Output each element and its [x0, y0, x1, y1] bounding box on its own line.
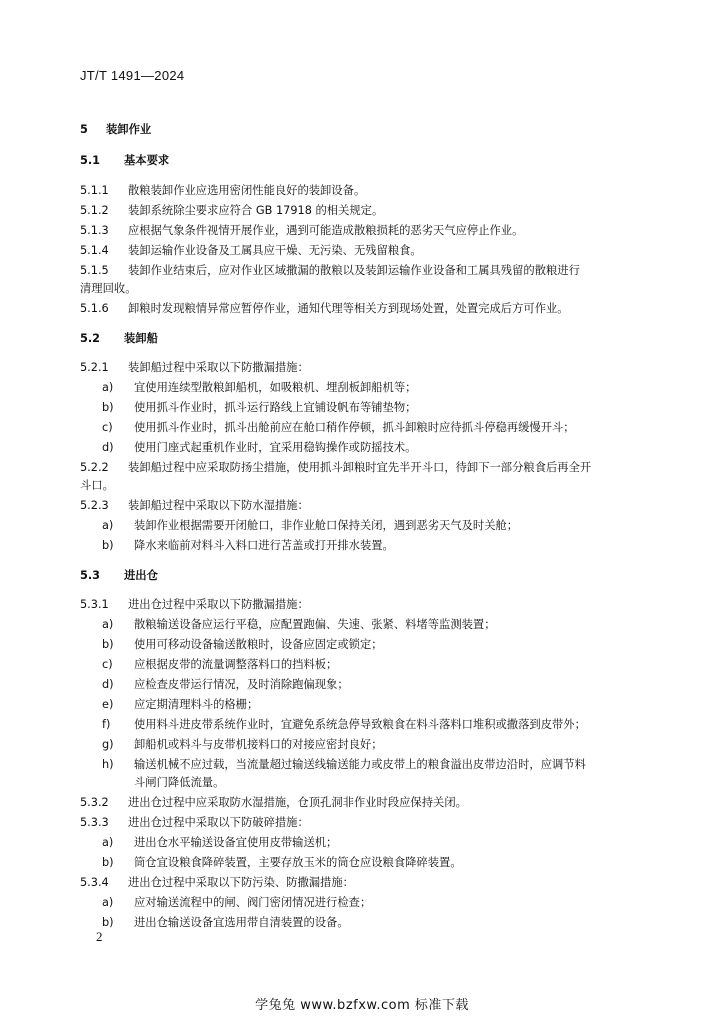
clause-text: 进出仓过程中应采取防水湿措施，仓顶孔洞非作业时段应保持关闭。 — [128, 796, 467, 809]
list-item-text: 输送机械不应过载，当流量超过输送线输送能力或皮带上的粮食溢出皮带边沿时，应调节料 — [134, 758, 586, 771]
list-item-label: b) — [102, 401, 114, 414]
clause-5-2-2 — [80, 459, 654, 477]
clause-text: 装卸运输作业设备及工属具应干燥、无污染、无残留粮食。 — [128, 244, 422, 257]
clause-number: 5.3.3 — [80, 816, 109, 829]
list-item-label: c) — [102, 658, 113, 671]
list-item-label: d) — [102, 678, 114, 691]
list-item-label: a) — [102, 519, 114, 532]
clause-text: 应根据气象条件视情开展作业，遇到可能造成散粮损耗的恶劣天气应停止作业。 — [128, 224, 524, 237]
clause-number: 5.3.2 — [80, 796, 109, 809]
clause-text: 装卸作业结束后，应对作业区域撒漏的散粮以及装卸运输作业设备和工属具残留的散粮进行 — [128, 264, 580, 277]
document-code: JT/T 1491—2024 — [80, 68, 185, 83]
clause-number: 5.3.4 — [80, 876, 109, 889]
list-item-continuation: 斗闸门降低流量。 — [134, 776, 225, 789]
section-title: 进出仓 — [124, 569, 158, 582]
list-item-text: 应对输送流程中的闸、阀门密闭情况进行检查； — [134, 896, 372, 909]
clause-number: 5.1.2 — [80, 204, 109, 217]
clause-5-1-6 — [80, 300, 654, 318]
section-5-2-heading — [80, 330, 654, 348]
list-item-label: a) — [102, 381, 114, 394]
clause-text: 装卸船过程中采取以下防水湿措施： — [128, 499, 309, 512]
clause-5-2-2-continuation: 斗口。 — [80, 479, 114, 492]
clause-5-2-3 — [80, 497, 654, 515]
clause-5-2-1 — [80, 359, 654, 377]
list-item-text: 应检查皮带运行情况，及时消除跑偏现象； — [134, 678, 349, 691]
list-item-text: 装卸作业根据需要开闭舱口，非作业舱口保持关闭，遇到恶劣天气及时关舱； — [134, 519, 519, 532]
section-number: 5.3 — [80, 569, 101, 582]
list-item-label: b) — [102, 916, 114, 929]
list-item-text: 应定期清理料斗的格栅； — [134, 698, 259, 711]
clause-number: 5.1.6 — [80, 302, 109, 315]
section-5-heading — [80, 121, 654, 139]
section-title: 基本要求 — [124, 154, 170, 167]
clause-text: 装卸船过程中采取以下防撒漏措施： — [128, 361, 309, 374]
clause-number: 5.2.2 — [80, 461, 109, 474]
clause-text: 进出仓过程中采取以下防撒漏措施： — [128, 598, 309, 611]
clause-number: 5.1.4 — [80, 244, 109, 257]
list-item-text: 使用可移动设备输送散粮时，设备应固定或锁定； — [134, 638, 383, 651]
list-item-label: a) — [102, 836, 114, 849]
clause-5-1-5-continuation: 清理回收。 — [80, 282, 137, 295]
list-item-label: e) — [102, 698, 114, 711]
list-item-label: c) — [102, 421, 113, 434]
clause-5-1-4 — [80, 242, 654, 260]
list-item-label: b) — [102, 856, 114, 869]
clause-number: 5.2.1 — [80, 361, 109, 374]
clause-text: 进出仓过程中采取以下防破碎措施： — [128, 816, 309, 829]
list-item-text: 应根据皮带的流量调整落料口的挡料板； — [134, 658, 338, 671]
clause-5-3-2 — [80, 794, 654, 812]
section-number: 5.2 — [80, 332, 101, 345]
page-number: 2 — [96, 929, 103, 944]
list-item-label: d) — [102, 441, 114, 454]
section-number: 5 — [80, 123, 88, 136]
clause-text: 卸粮时发现粮情异常应暂停作业，通知代理等相关方到现场处置，处置完成后方可作业。 — [128, 302, 569, 315]
clause-number: 5.1.1 — [80, 184, 109, 197]
clause-number: 5.3.1 — [80, 598, 109, 611]
list-item-label: a) — [102, 896, 114, 909]
clause-5-3-1 — [80, 596, 654, 614]
section-5-1-heading — [80, 152, 654, 170]
list-item-text: 降水来临前对料斗入料口进行苫盖或打开排水装置。 — [134, 539, 394, 552]
list-item-text: 使用抓斗作业时，抓斗运行路线上宜铺设帆布等铺垫物； — [134, 401, 417, 414]
list-item-text: 卸船机或料斗与皮带机接料口的对接应密封良好； — [134, 738, 383, 751]
clause-5-1-2 — [80, 202, 654, 220]
clause-text: 进出仓过程中采取以下防污染、防撒漏措施： — [128, 876, 354, 889]
list-item-text: 使用抓斗作业时，抓斗出舱前应在舱口稍作停顿，抓斗卸粮时应待抓斗停稳再缓慢开斗； — [134, 421, 575, 434]
clause-text: 装卸船过程中应采取防扬尘措施，使用抓斗卸粮时宜先半开斗口，待卸下一部分粮食后再全开 — [128, 461, 592, 474]
list-item-text: 使用门座式起重机作业时，宜采用稳钩操作或防摇技术。 — [134, 441, 417, 454]
list-item-label: f) — [102, 718, 111, 731]
section-title: 装卸作业 — [106, 123, 152, 136]
clause-number: 5.1.5 — [80, 264, 109, 277]
clause-number: 5.2.3 — [80, 499, 109, 512]
list-item-text: 进出仓输送设备宜选用带自清装置的设备。 — [134, 916, 349, 929]
clause-number: 5.1.3 — [80, 224, 109, 237]
section-number: 5.1 — [80, 154, 101, 167]
clause-5-1-3 — [80, 222, 654, 240]
list-item-text: 宜使用连续型散粮卸船机，如吸粮机、埋刮板卸船机等； — [134, 381, 417, 394]
list-item-label: b) — [102, 638, 114, 651]
list-item-label: g) — [102, 738, 114, 751]
list-item-label: a) — [102, 618, 114, 631]
list-item-text: 进出仓水平输送设备宜使用皮带输送机； — [134, 836, 338, 849]
section-5-3-heading — [80, 567, 654, 585]
section-title: 装卸船 — [124, 332, 158, 345]
clause-5-3-3 — [80, 814, 654, 832]
watermark-footer: 学兔兔 www.bzfxw.com 标准下载 — [255, 998, 469, 1013]
clause-text: 散粮装卸作业应选用密闭性能良好的装卸设备。 — [128, 184, 366, 197]
list-item-text: 筒仓宜设粮食降碎装置，主要存放玉米的筒仓应设粮食降碎装置。 — [134, 856, 462, 869]
list-item-label: h) — [102, 758, 114, 771]
list-item-label: b) — [102, 539, 114, 552]
clause-5-1-1 — [80, 182, 654, 200]
clause-5-3-4 — [80, 874, 654, 892]
clause-text: 装卸系统除尘要求应符合 GB 17918 的相关规定。 — [128, 204, 384, 217]
clause-5-1-5 — [80, 262, 654, 280]
list-item-text: 使用料斗进皮带系统作业时，宜避免系统急停导致粮食在料斗落料口堆积或撒落到皮带外； — [134, 718, 586, 731]
list-item-text: 散粮输送设备应运行平稳，应配置跑偏、失速、张紧、料堵等监测装置； — [134, 618, 496, 631]
